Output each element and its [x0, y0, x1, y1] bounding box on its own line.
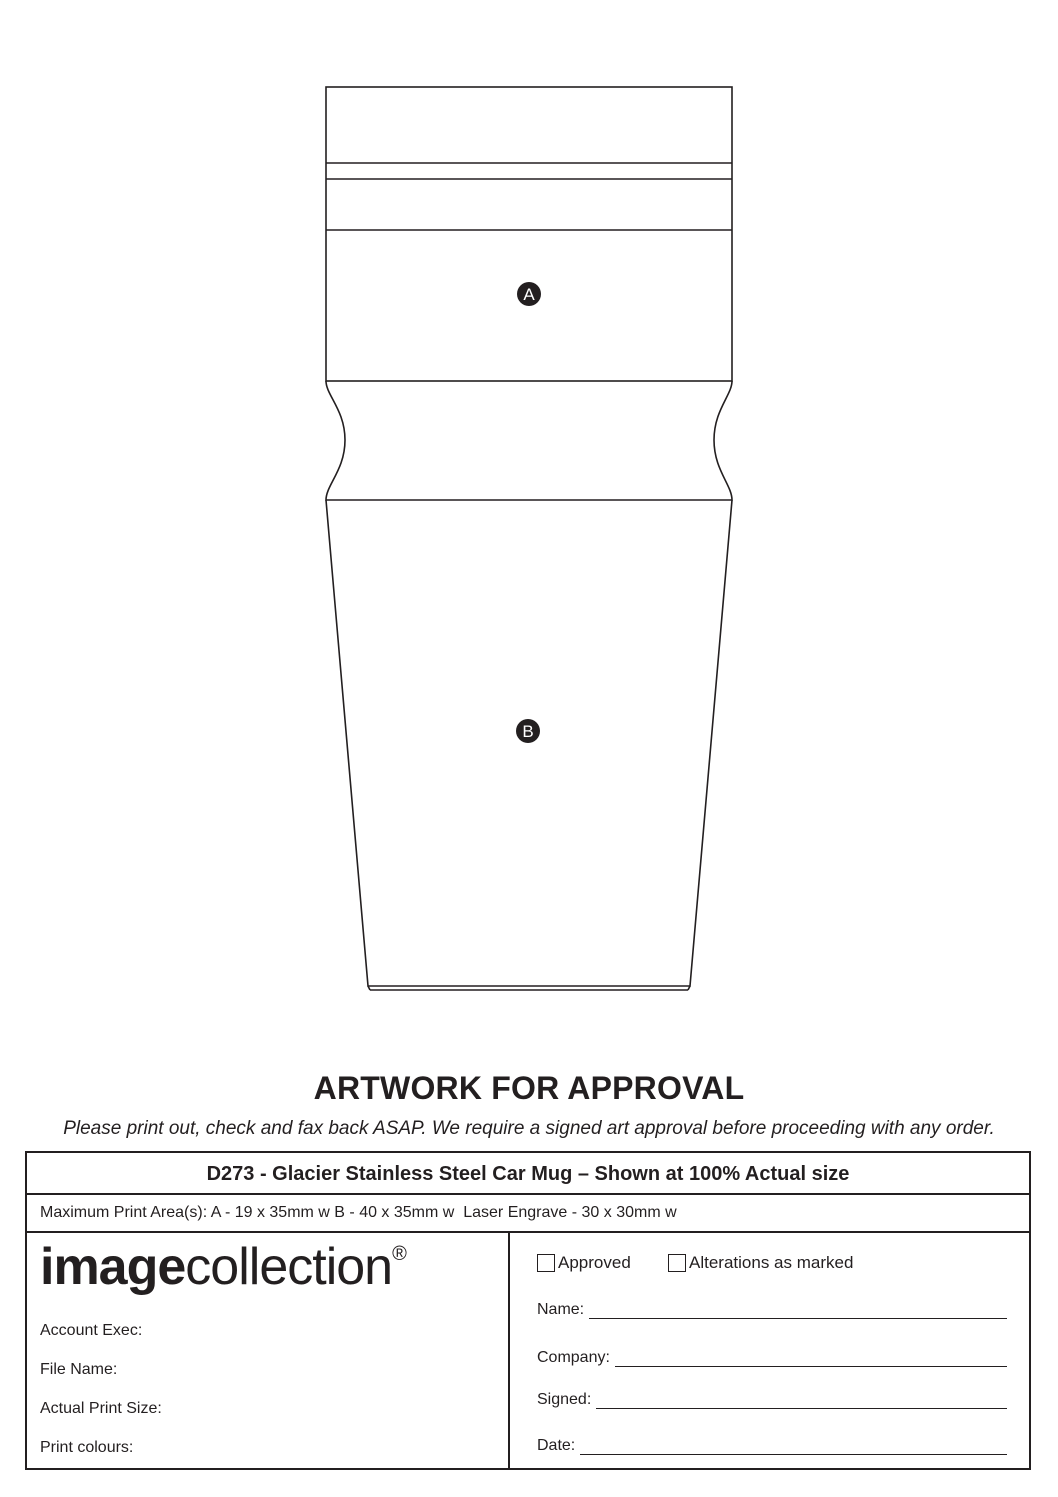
- company-line[interactable]: [615, 1352, 1007, 1367]
- logo-text-bold: image: [40, 1238, 186, 1296]
- print-area-specs: Maximum Print Area(s): A - 19 x 35mm w B - 40 x 35mm w Laser Engrave - 30 x 30mm w: [27, 1195, 1029, 1233]
- product-description: D273 - Glacier Stainless Steel Car Mug – Shown at 100% Actual size: [27, 1153, 1029, 1195]
- job-info-panel: [27, 1233, 510, 1470]
- date-field[interactable]: [537, 1437, 1007, 1455]
- mug-body-outline: [326, 500, 732, 986]
- logo-text-regular: collection: [185, 1238, 393, 1296]
- signed-label: Signed:: [537, 1391, 592, 1408]
- account-exec-label: Account Exec:: [40, 1322, 143, 1339]
- company-label: Company:: [537, 1349, 610, 1366]
- approved-option[interactable]: [537, 1253, 631, 1273]
- print-area-b-label: B: [522, 722, 534, 741]
- company-field[interactable]: [537, 1349, 1007, 1367]
- name-line[interactable]: [589, 1304, 1007, 1319]
- mug-waist-outline: [326, 381, 732, 500]
- mug-lid-outline: [326, 87, 732, 381]
- print-area-a-label: A: [523, 285, 535, 304]
- registered-mark: ®: [392, 1242, 406, 1265]
- date-line[interactable]: [580, 1440, 1007, 1455]
- alterations-checkbox[interactable]: [668, 1254, 686, 1272]
- print-area-a-marker: [517, 282, 541, 306]
- print-colours-label: Print colours:: [40, 1439, 134, 1456]
- alterations-label: Alterations as marked: [689, 1253, 854, 1272]
- file-name-label: File Name:: [40, 1361, 118, 1378]
- name-field[interactable]: [537, 1301, 1007, 1319]
- approved-checkbox[interactable]: [537, 1254, 555, 1272]
- print-area-b-marker: [516, 719, 540, 743]
- approved-label: Approved: [558, 1253, 631, 1272]
- instruction-text: Please print out, check and fax back ASAP. We require a signed art approval before proceeding with any order.: [63, 1118, 995, 1139]
- actual-print-size-label: Actual Print Size:: [40, 1400, 162, 1417]
- alterations-option[interactable]: [668, 1253, 853, 1273]
- company-logo: [40, 1237, 406, 1297]
- name-label: Name:: [537, 1301, 585, 1318]
- page-title: ARTWORK FOR APPROVAL: [313, 1070, 745, 1106]
- signed-line[interactable]: [596, 1394, 1007, 1409]
- date-label: Date:: [537, 1437, 576, 1454]
- signed-field[interactable]: [537, 1391, 1007, 1409]
- approval-panel: [510, 1233, 1029, 1470]
- approval-form: [25, 1151, 1031, 1470]
